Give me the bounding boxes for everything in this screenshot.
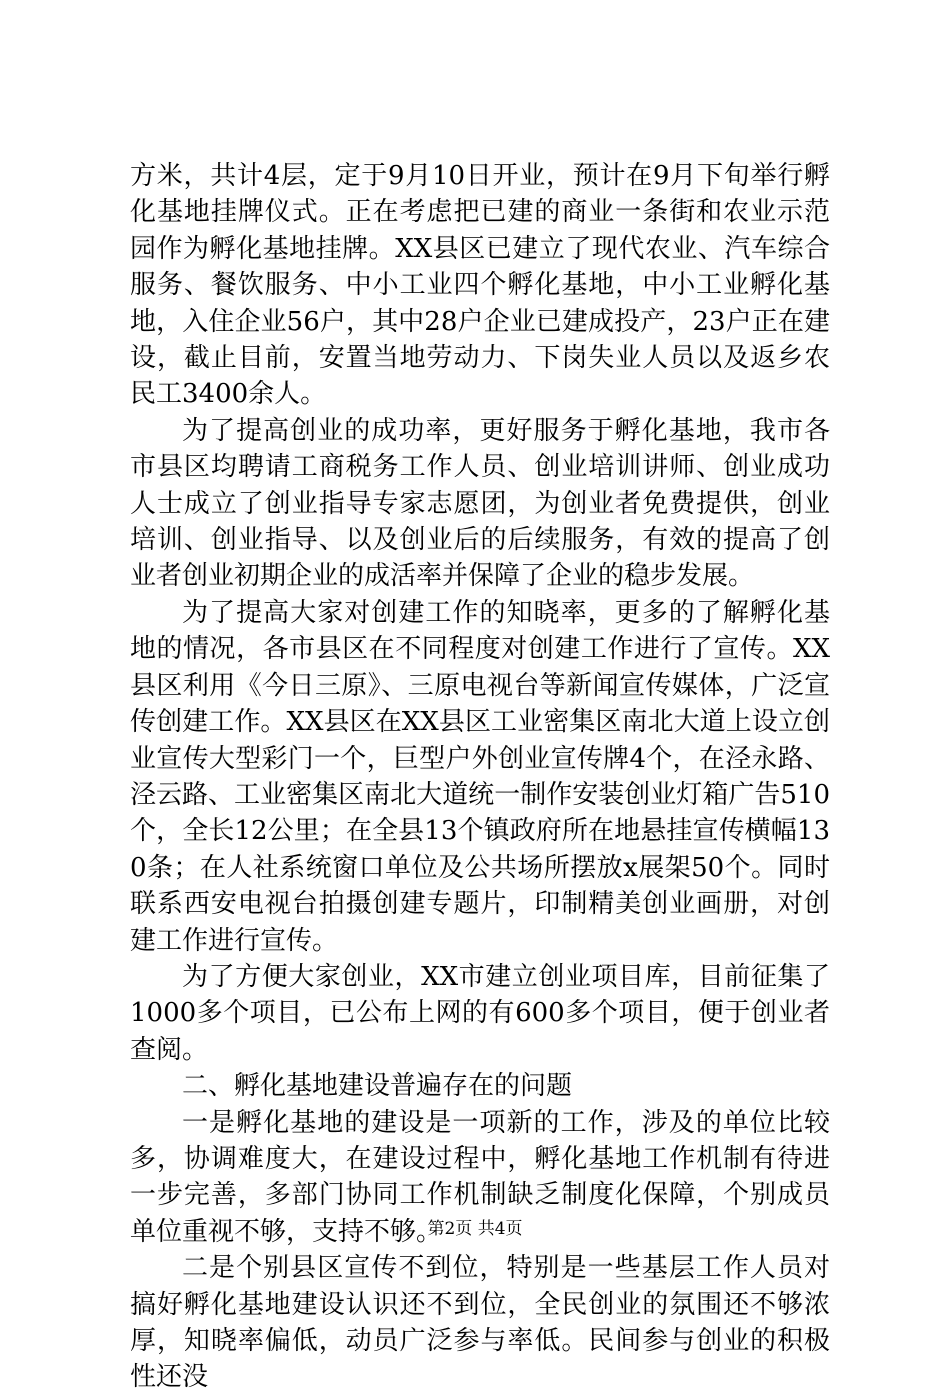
section-heading: 二、孵化基地建设普遍存在的问题 (182, 1071, 573, 1102)
paragraph-6: 二是个别县区宣传不到位，特别是一些基层工作人员对搞好孵化基地建设认识还不到位，全民创业的氛围还不够浓厚，知晓率偏低，动员广泛参与率低。民间参与创业的积极性还没 (130, 1253, 830, 1393)
paragraph-4: 为了方便大家创业，XX市建立创业项目库，目前征集了1000多个项目，已公布上网的有600多个项目，便于创业者查阅。 (130, 961, 830, 1065)
paragraph-1: 方米，共计4层，定于9月10日开业，预计在9月下旬举行孵化基地挂牌仪式。正在考虑把已建的商业一条街和农业示范园作为孵化基地挂牌。XX县区已建立了现代农业、汽车综合服务、餐饮服务、中小工业四个孵化基地，中小工业孵化基地，入住企业56户，其中28户企业已建成投产，23户正在建设，截止目前，安置当地劳动力、下岗失业人员以及返乡农民工3400余人。 (130, 161, 830, 410)
document-body (130, 158, 830, 1396)
paragraph-3: 为了提高大家对创建工作的知晓率，更多的了解孵化基地的情况，各市县区在不同程度对创建工作进行了宣传。XX县区利用《今日三原》、三原电视台等新闻宣传媒体，广泛宣传创建工作。XX县区在XX县区工业密集区南北大道上设立创业宣传大型彩门一个，巨型户外创业宣传牌4个，在泾永路、泾云路、工业密集区南北大道统一制作安装创业灯箱广告510个，全长12公里；在全县13个镇政府所在地悬挂宣传横幅130条；在人社系统窗口单位及公共场所摆放x展架50个。同时联系西安电视台拍摄创建专题片，印制精美创业画册，对创建工作进行宣传。 (130, 597, 830, 956)
page-number-label: 第2页 共4页 (427, 1219, 523, 1239)
paragraph-5: 一是孵化基地的建设是一项新的工作，涉及的单位比较多，协调难度大，在建设过程中，孵化基地工作机制有待进一步完善，多部门协同工作机制缺乏制度化保障，个别成员单位重视不够，支持不够。 (130, 1107, 830, 1247)
page-footer (0, 1218, 950, 1240)
paragraph-2: 为了提高创业的成功率，更好服务于孵化基地，我市各市县区均聘请工商税务工作人员、创业培训讲师、创业成功人士成立了创业指导专家志愿团，为创业者免费提供，创业培训、创业指导、以及创业后的后续服务，有效的提高了创业者创业初期企业的成活率并保障了企业的稳步发展。 (130, 415, 830, 592)
